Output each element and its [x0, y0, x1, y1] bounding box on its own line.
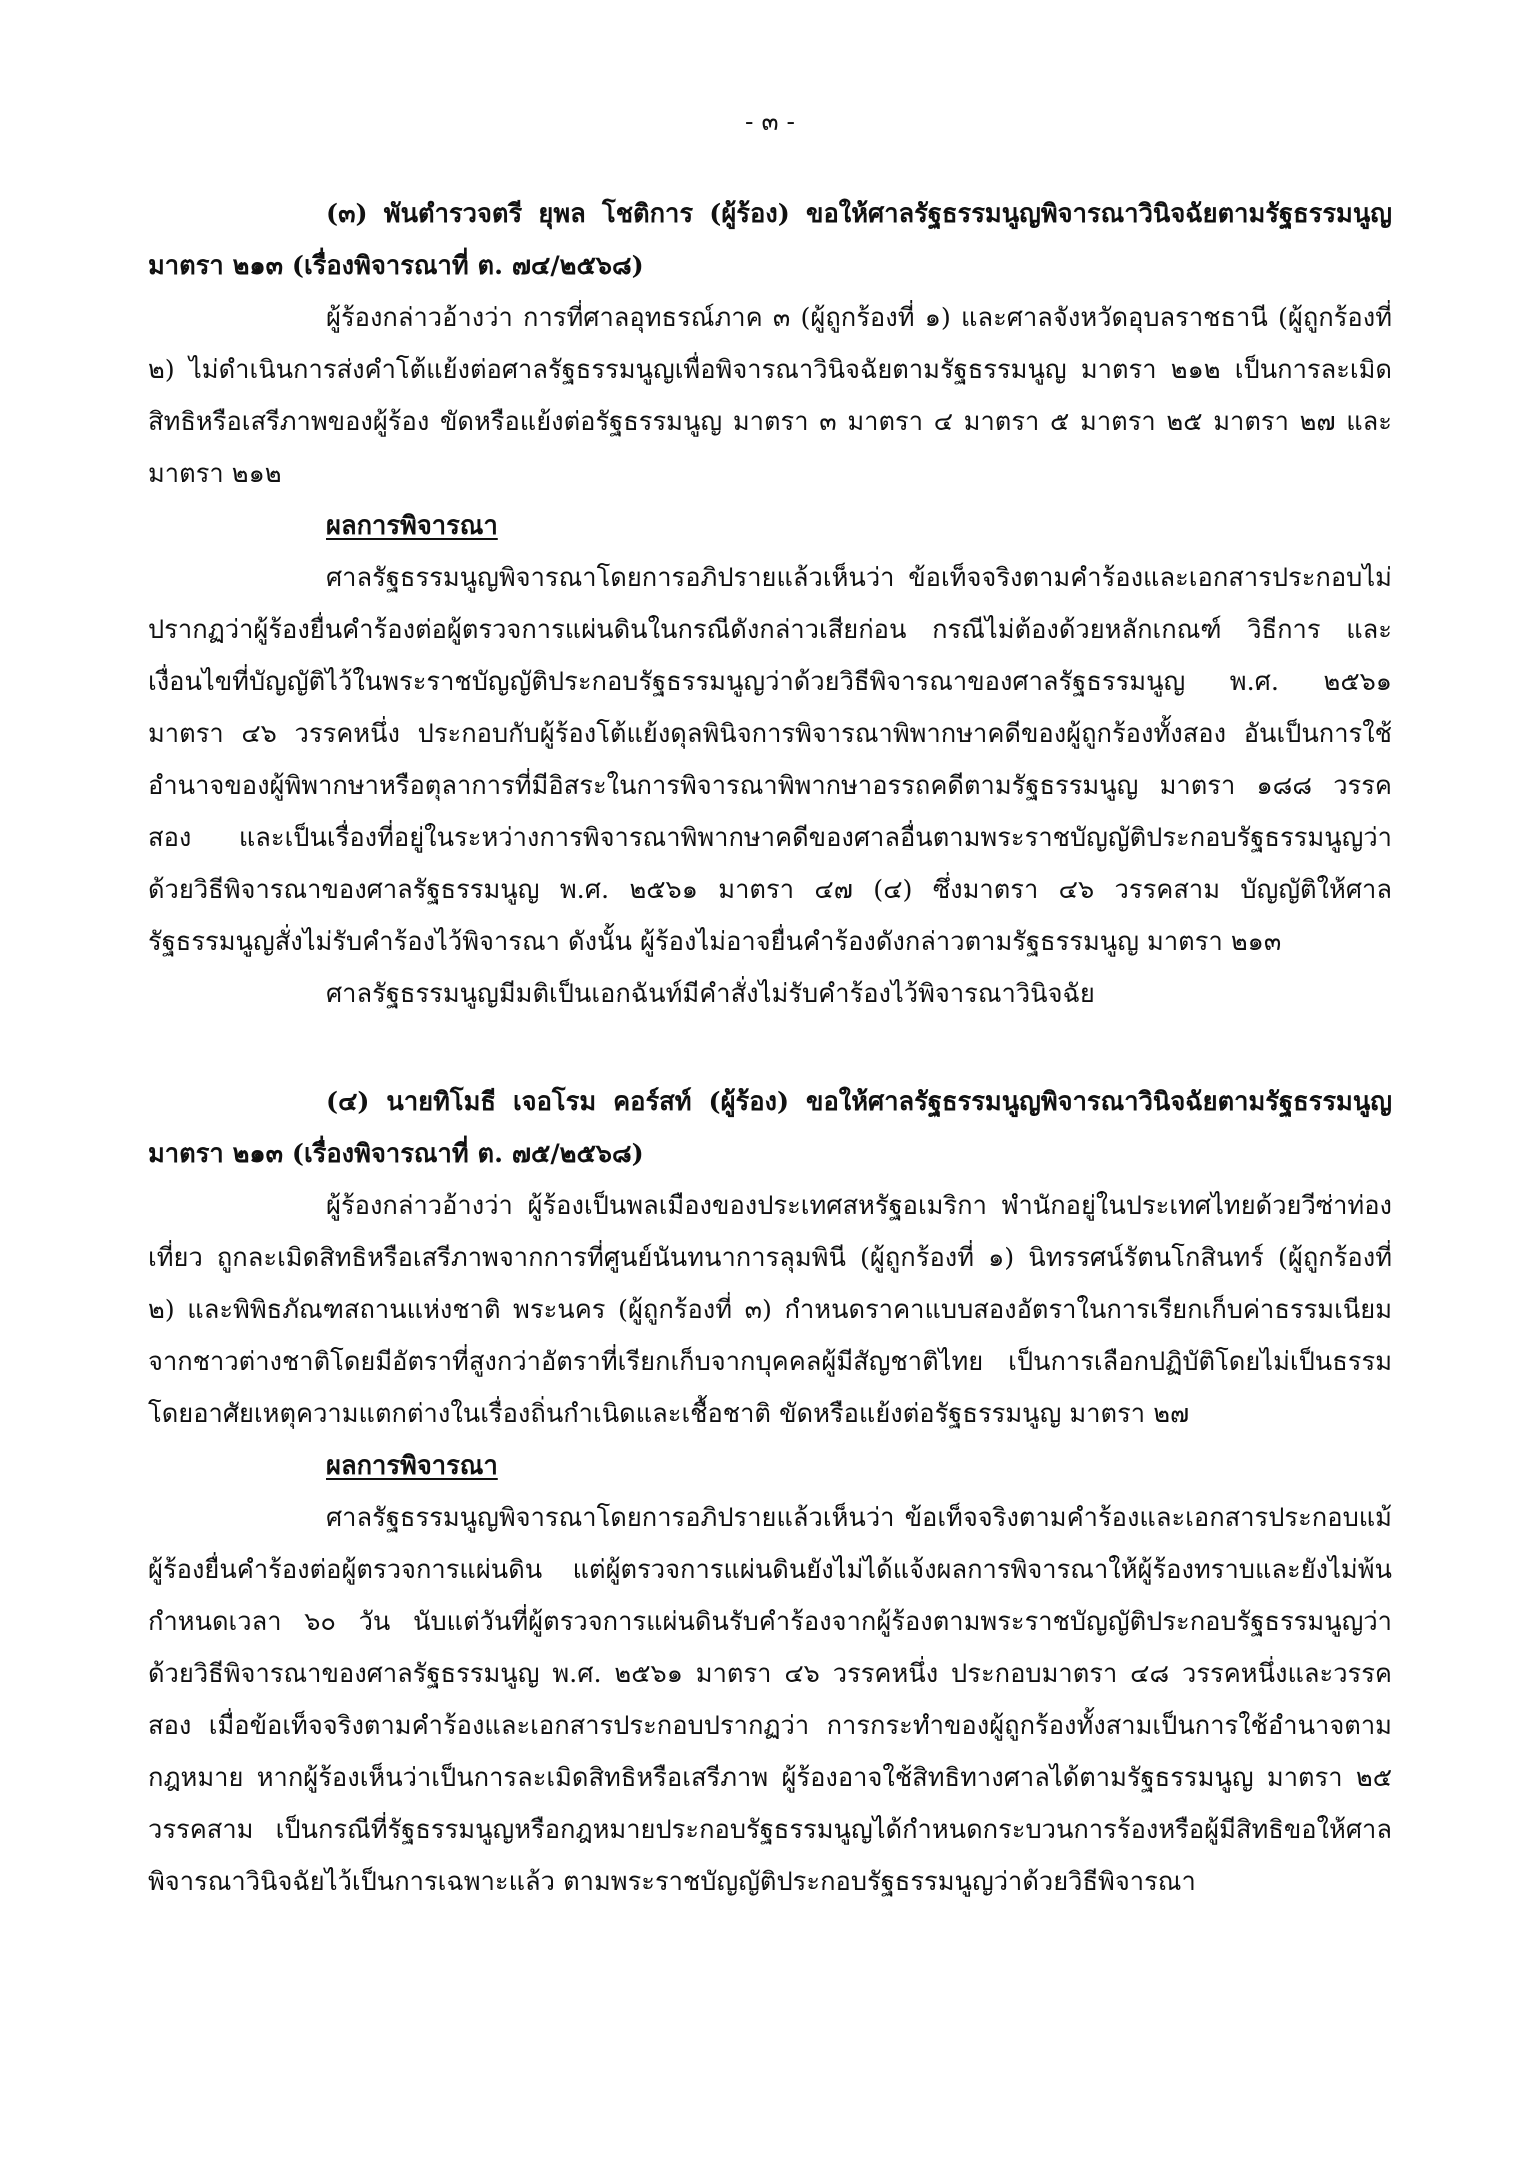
case-section-3 [148, 188, 1392, 1020]
ruling-paragraph: ศาลรัฐธรรมนูญมีมติเป็นเอกฉันท์มีคำสั่งไม่รับคำร้องไว้พิจารณาวินิจฉัย [326, 979, 1095, 1009]
case-section-4 [148, 1076, 1392, 1908]
result-heading: ผลการพิจารณา [326, 1451, 498, 1481]
page-number: - ๓ - [745, 107, 795, 136]
document-page [148, 96, 1392, 2096]
result-paragraph: ศาลรัฐธรรมนูญพิจารณาโดยการอภิปรายแล้วเห็นว่า ข้อเท็จจริงตามคำร้องและเอกสารประกอบแม้ผู้ร้องยื่นคำร้องต่อผู้ตรวจการแผ่นดิน แต่ผู้ตรวจการแผ่นดินยังไม่ได้แจ้งผลการพิจารณาให้ผู้ร้องทราบและยังไม่พ้นกำหนดเวลา ๖๐ วัน นับแต่วันที่ผู้ตรวจการแผ่นดินรับคำร้องจากผู้ร้องตามพระราชบัญญัติประกอบรัฐธรรมนูญว่าด้วยวิธีพิจารณาของศาลรัฐธรรมนูญ พ.ศ. ๒๕๖๑ มาตรา ๔๖ วรรคหนึ่ง ประกอบมาตรา ๔๘ วรรคหนึ่งและวรรคสอง เมื่อข้อเท็จจริงตามคำร้องและเอกสารประกอบปรากฏว่า การกระทำของผู้ถูกร้องทั้งสามเป็นการใช้อำนาจตามกฎหมาย หากผู้ร้องเห็นว่าเป็นการละเมิดสิทธิหรือเสรีภาพ ผู้ร้องอาจใช้สิทธิทางศาลได้ตามรัฐธรรมนูญ มาตรา ๒๕ วรรคสาม เป็นกรณีที่รัฐธรรมนูญหรือกฎหมายประกอบรัฐธรรมนูญได้กำหนดกระบวนการร้องหรือผู้มีสิทธิขอให้ศาลพิจารณาวินิจฉัยไว้เป็นการเฉพาะแล้ว ตามพระราชบัญญัติประกอบรัฐธรรมนูญว่าด้วยวิธีพิจารณา [148, 1503, 1392, 1897]
result-heading: ผลการพิจารณา [326, 511, 498, 541]
claim-paragraph: ผู้ร้องกล่าวอ้างว่า การที่ศาลอุทธรณ์ภาค ๓ (ผู้ถูกร้องที่ ๑) และศาลจังหวัดอุบลราชธานี (ผู้ถูกร้องที่ ๒) ไม่ดำเนินการส่งคำโต้แย้งต่อศาลรัฐธรรมนูญเพื่อพิจารณาวินิจฉัยตามรัฐธรรมนูญ มาตรา ๒๑๒ เป็นการละเมิดสิทธิหรือเสรีภาพของผู้ร้อง ขัดหรือแย้งต่อรัฐธรรมนูญ มาตรา ๓ มาตรา ๔ มาตรา ๕ มาตรา ๒๕ มาตรา ๒๗ และมาตรา ๒๑๒ [148, 303, 1392, 489]
case-heading: (๔) นายทิโมธี เจอโรม คอร์สท์ (ผู้ร้อง) ขอให้ศาลรัฐธรรมนูญพิจารณาวินิจฉัยตามรัฐธรรมนูญ มาตรา ๒๑๓ (เรื่องพิจารณาที่ ต. ๗๕/๒๕๖๘) [148, 1087, 1392, 1169]
section-spacer [148, 1020, 1392, 1076]
claim-paragraph: ผู้ร้องกล่าวอ้างว่า ผู้ร้องเป็นพลเมืองของประเทศสหรัฐอเมริกา พำนักอยู่ในประเทศไทยด้วยวีซ่าท่องเที่ยว ถูกละเมิดสิทธิหรือเสรีภาพจากการที่ศูนย์นันทนาการลุมพินี (ผู้ถูกร้องที่ ๑) นิทรรศน์รัตนโกสินทร์ (ผู้ถูกร้องที่ ๒) และพิพิธภัณฑสถานแห่งชาติ พระนคร (ผู้ถูกร้องที่ ๓) กำหนดราคาแบบสองอัตราในการเรียกเก็บค่าธรรมเนียมจากชาวต่างชาติโดยมีอัตราที่สูงกว่าอัตราที่เรียกเก็บจากบุคคลผู้มีสัญชาติไทย เป็นการเลือกปฏิบัติโดยไม่เป็นธรรม โดยอาศัยเหตุความแตกต่างในเรื่องถิ่นกำเนิดและเชื้อชาติ ขัดหรือแย้งต่อรัฐธรรมนูญ มาตรา ๒๗ [148, 1191, 1392, 1429]
case-heading: (๓) พันตำรวจตรี ยุพล โชติการ (ผู้ร้อง) ขอให้ศาลรัฐธรรมนูญพิจารณาวินิจฉัยตามรัฐธรรมนูญ มาตรา ๒๑๓ (เรื่องพิจารณาที่ ต. ๗๔/๒๕๖๘) [148, 199, 1392, 281]
result-paragraph: ศาลรัฐธรรมนูญพิจารณาโดยการอภิปรายแล้วเห็นว่า ข้อเท็จจริงตามคำร้องและเอกสารประกอบไม่ปรากฏว่าผู้ร้องยื่นคำร้องต่อผู้ตรวจการแผ่นดินในกรณีดังกล่าวเสียก่อน กรณีไม่ต้องด้วยหลักเกณฑ์ วิธีการ และเงื่อนไขที่บัญญัติไว้ในพระราชบัญญัติประกอบรัฐธรรมนูญว่าด้วยวิธีพิจารณาของศาลรัฐธรรมนูญ พ.ศ. ๒๕๖๑ มาตรา ๔๖ วรรคหนึ่ง ประกอบกับผู้ร้องโต้แย้งดุลพินิจการพิจารณาพิพากษาคดีของผู้ถูกร้องทั้งสอง อันเป็นการใช้อำนาจของผู้พิพากษาหรือตุลาการที่มีอิสระในการพิจารณาพิพากษาอรรถคดีตามรัฐธรรมนูญ มาตรา ๑๘๘ วรรคสอง และเป็นเรื่องที่อยู่ในระหว่างการพิจารณาพิพากษาคดีของศาลอื่นตามพระราชบัญญัติประกอบรัฐธรรมนูญว่าด้วยวิธีพิจารณาของศาลรัฐธรรมนูญ พ.ศ. ๒๕๖๑ มาตรา ๔๗ (๔) ซึ่งมาตรา ๔๖ วรรคสาม บัญญัติให้ศาลรัฐธรรมนูญสั่งไม่รับคำร้องไว้พิจารณา ดังนั้น ผู้ร้องไม่อาจยื่นคำร้องดังกล่าวตามรัฐธรรมนูญ มาตรา ๒๑๓ [148, 563, 1392, 957]
